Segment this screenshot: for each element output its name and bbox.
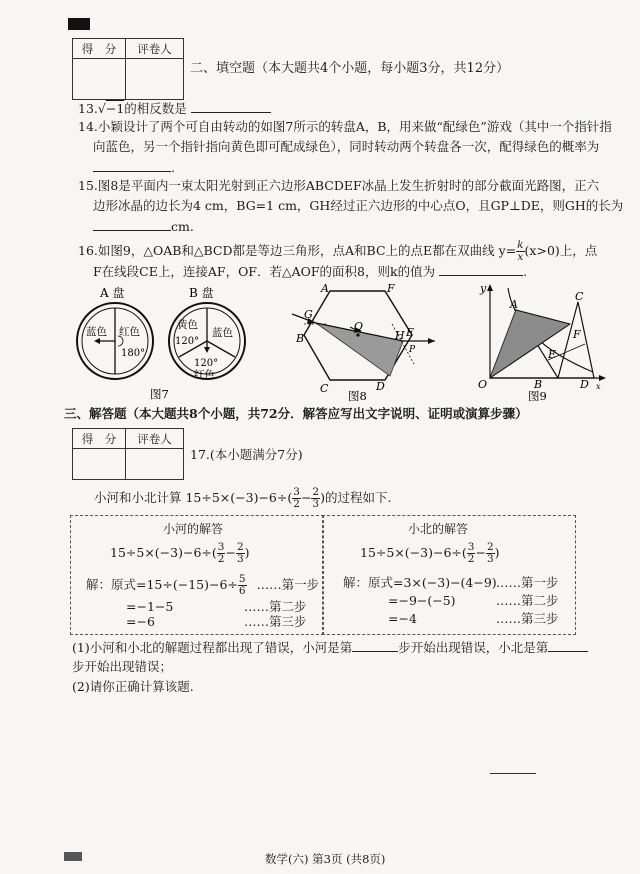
- question-14-line1: 14.小颖设计了两个可自由转动的如图7所示的转盘A，B，用来做“配绿色”游戏（其中一个指针指: [78, 119, 612, 134]
- frac-num: 5: [238, 573, 246, 585]
- fig9-label-A: A: [510, 298, 518, 311]
- fig8-label-A: A: [321, 284, 329, 295]
- frac-num: 3: [293, 486, 300, 498]
- q17-part1-line2: 步开始出现错误；: [72, 659, 173, 674]
- xiaohe-step3: =−6: [126, 614, 155, 629]
- question-14-line3: [93, 158, 175, 177]
- score-header: 得 分: [73, 429, 126, 449]
- score-cell[interactable]: [73, 59, 126, 100]
- q16-k: k: [517, 239, 524, 251]
- fig9-label-O: O: [478, 378, 488, 391]
- score-cell[interactable]: [73, 449, 126, 480]
- q17-intro-text: 小河和小北计算 15÷5×(−3)−6÷(: [94, 490, 293, 505]
- xiaobei-frac2: [486, 542, 495, 565]
- frac-num: 3: [467, 541, 475, 553]
- frac-den: 2: [467, 553, 475, 565]
- q14-end: .: [171, 160, 175, 175]
- fig8-label-D: D: [376, 380, 385, 393]
- frac-num: 3: [217, 541, 225, 553]
- disc-a-title: A 盘: [100, 286, 125, 300]
- xiaohe-step1-text: 解：原式=15÷(−15)−6÷: [86, 577, 238, 592]
- xiaohe-step2-tag: ……第二步: [244, 599, 307, 614]
- question-15-line3: [93, 217, 194, 236]
- disc-b-angle2: 120°: [194, 358, 219, 369]
- fig9-label-D: D: [580, 378, 589, 391]
- score-header: 得 分: [73, 39, 126, 59]
- fig8-label-P: P: [409, 345, 416, 355]
- xiaobei-expr: 15÷5×(−3)−6÷(: [360, 545, 467, 560]
- xiaohe-step3-tag: ……第三步: [244, 614, 307, 629]
- question-15-line2: 边形冰晶的边长为4 cm，BG=1 cm，GH经过正六边形的中心点O，且GP⊥DE，则GH的长为: [93, 198, 624, 213]
- frac-den: 3: [236, 553, 244, 565]
- xiaohe-step1-tag: ……第一步: [256, 577, 320, 592]
- fig9-label-x: x: [596, 382, 601, 391]
- xiaohe-minus: −: [225, 545, 236, 560]
- grader-header: 评卷人: [126, 429, 184, 449]
- q17-intro: [94, 485, 391, 511]
- q13-radicand: −1: [105, 101, 125, 116]
- fig9-label-E: E: [548, 348, 557, 361]
- figure-8-caption: 图8: [348, 389, 367, 402]
- frac-den: 2: [217, 553, 225, 565]
- fig8-label-E: E: [406, 326, 415, 339]
- frac-den: 3: [486, 553, 494, 565]
- fig9-label-B: B: [534, 378, 543, 391]
- xiaobei-minus: −: [475, 545, 486, 560]
- disc-b: [169, 303, 245, 381]
- q15-answer-blank[interactable]: [93, 217, 171, 231]
- section2-title: 二、填空题（本大题共4个小题，每小题3分，共12分）: [190, 61, 510, 76]
- page-footer: 数学(六) 第3页 (共8页): [265, 852, 386, 866]
- disc-a-blue: 蓝色: [86, 326, 107, 338]
- xiaobei-step1: 解：原式=3×(−3)−(4−9): [343, 575, 497, 590]
- xiaohe-expr-end: ): [244, 545, 250, 560]
- xiaohe-expr: 15÷5×(−3)−6÷(: [110, 545, 217, 560]
- xiaobei-step3-tag: ……第三步: [496, 611, 559, 626]
- frac-den: 3: [312, 498, 320, 510]
- disc-a-red: 红色: [119, 326, 140, 338]
- fig8-label-C: C: [320, 382, 329, 395]
- figure-8-hexagon: [290, 284, 440, 402]
- print-registration-mark: [68, 18, 90, 30]
- q16-fraction: [516, 240, 524, 263]
- q16-answer-blank[interactable]: [439, 262, 523, 276]
- q16-end: .: [523, 264, 528, 279]
- answer-line: [490, 773, 536, 774]
- xiaobei-step-blank[interactable]: [548, 638, 588, 652]
- footer-mark: [64, 852, 82, 861]
- xiaohe-step1: [86, 572, 319, 598]
- q17-frac1: [292, 487, 301, 510]
- score-table-section2: [72, 38, 184, 100]
- q16-x: x: [517, 251, 524, 263]
- xiaohe-title: 小河的解答: [163, 522, 224, 536]
- q14-answer-blank[interactable]: [93, 158, 171, 172]
- xiaohe-step-blank[interactable]: [352, 638, 398, 652]
- xiaobei-title: 小北的解答: [408, 522, 469, 536]
- question-15-line1: 15.图8是平面内一束太阳光射到正六边形ABCDEF冰晶上发生折射时的部分截面光路图，正六: [78, 178, 600, 193]
- xiaobei-step2: =−9−(−5): [388, 593, 456, 608]
- grader-cell[interactable]: [126, 59, 184, 100]
- q13-answer-blank[interactable]: [191, 99, 271, 113]
- disc-a-angle: 180°: [121, 348, 146, 359]
- grader-header: 评卷人: [126, 39, 184, 59]
- fig8-label-H: H: [395, 329, 405, 342]
- q17-frac2: [311, 487, 320, 510]
- disc-b-yellow: 黄色: [177, 319, 198, 331]
- q15-unit: cm.: [171, 219, 194, 234]
- frac-num: 2: [312, 486, 320, 498]
- xiaohe-step2: =−1−5: [126, 599, 174, 614]
- xiaobei-expr-end: ): [494, 545, 500, 560]
- frac-den: 2: [293, 498, 300, 510]
- q17-part2: (2)请你正确计算该题.: [72, 679, 194, 694]
- q16-text-c: F在线段CE上，连接AF，OF．若△AOF的面积8，则k的值为: [93, 264, 436, 279]
- disc-a: [77, 303, 153, 379]
- grader-cell[interactable]: [126, 449, 184, 480]
- disc-b-angle1: 120°: [175, 336, 200, 347]
- frac-den: 6: [238, 585, 246, 597]
- fig9-label-F: F: [573, 328, 581, 341]
- q13-radical: √: [97, 101, 106, 116]
- xiaohe-expression: [110, 540, 250, 566]
- disc-b-blue: 蓝色: [212, 327, 233, 339]
- fig8-label-F: F: [387, 284, 395, 295]
- shaded-triangle-AOF: [490, 310, 570, 378]
- fig8-label-G: G: [304, 308, 313, 321]
- frac-num: 2: [486, 541, 494, 553]
- frac-num: 2: [236, 541, 244, 553]
- xiaohe-step1-frac: [238, 574, 247, 597]
- fig9-label-y: y: [480, 282, 487, 295]
- q17-part1-line1: [72, 638, 588, 657]
- fig8-label-O: O: [354, 320, 364, 333]
- q17-part1-b: 步开始出现错误，小北是第: [398, 640, 549, 655]
- q17-intro-end: )的过程如下.: [320, 490, 392, 505]
- figure-9-coordinate: [468, 280, 608, 402]
- q17-part1-a: (1)小河和小北的解题过程都出现了错误，小河是第: [72, 640, 353, 655]
- fig8-label-B: B: [296, 332, 305, 345]
- disc-b-title: B 盘: [189, 286, 214, 300]
- q17-minus: −: [300, 490, 312, 505]
- q16-text-a: 16.如图9，△OAB和△BCD都是等边三角形，点A和BC上的点E都在双曲线 y=: [78, 243, 517, 258]
- q16-text-b: (x>0)上，点: [524, 243, 598, 258]
- question-13: [78, 99, 271, 118]
- figure-7-spinners: [72, 284, 257, 402]
- xiaohe-frac2: [236, 542, 245, 565]
- xiaobei-step1-tag: ……第一步: [496, 575, 559, 590]
- section3-title: 三、解答题（本大题共8个小题，共72分．解答应写出文字说明、证明或演算步骤）: [64, 406, 528, 421]
- q13-text: 的相反数是: [124, 101, 187, 116]
- score-table-section3: [72, 428, 184, 480]
- question-16-line2: [93, 262, 527, 281]
- question-16-line1: [78, 240, 597, 263]
- q13-number: 13.: [78, 101, 98, 116]
- xiaobei-step3: =−4: [388, 611, 417, 626]
- xiaobei-step2-tag: ……第二步: [496, 593, 559, 608]
- disc-b-red: 红色: [194, 369, 215, 381]
- figure-7-caption: 图7: [150, 387, 169, 401]
- q17-header: 17.(本小题满分7分): [190, 447, 303, 462]
- question-14-line2: 向蓝色，另一个指针指向黄色即可配成绿色），同时转动两个转盘各一次，配得绿色的概率为: [93, 139, 600, 154]
- xiaobei-expression: [360, 540, 500, 566]
- figure-9-caption: 图9: [528, 389, 547, 402]
- fig9-label-C: C: [575, 290, 584, 303]
